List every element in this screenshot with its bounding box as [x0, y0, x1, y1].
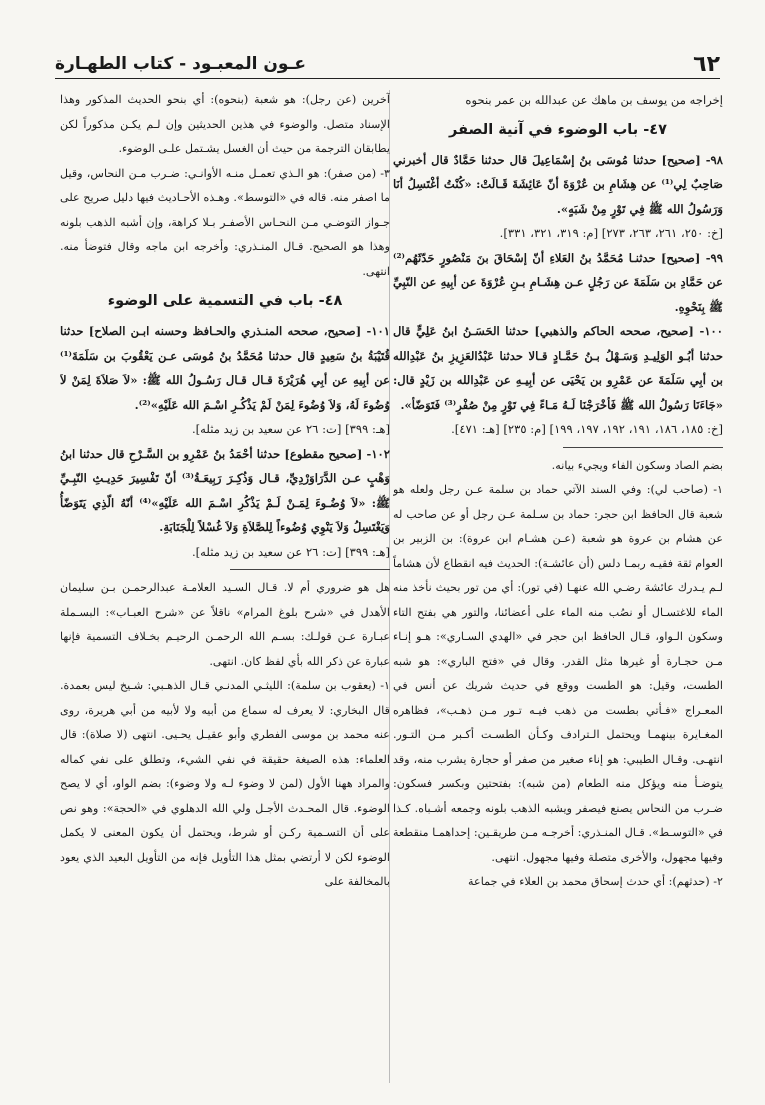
hadith-paragraph: ١٠٠- [صحيح، صححه الحاكم والذهبي] حدثنا الحَسَـنُ ابنُ عَلِيٍّ قال حدثنا أبُـو الوَلِيـدِ وَسَـهْلُ بـنُ حَمَّـادٍ قـالا حدثنا عَبْدُالعَزِيزِ بنُ عَبْدِالله بن أبِي سَلَمَةَ عن عَمْرِو بن يَحْيَى عن أبِيـهِ عن عَبْدِالله بن زَيْدٍ قال: «جَاءَنَا رَسُولُ الله ﷺ فَأخْرَجْنَا لَـهُ مَـاءً فِي تَوْرٍ مِنْ صُفْرٍ⁽³⁾ فَتَوَضّأ». — [393, 324, 723, 412]
left-column — [60, 88, 390, 1087]
footnote-paragraph: هل هو ضروري أم لا. قـال السـيد العلامـة عبدالرحمـن بـن سليمان الأهدل في «شرح بلوغ المرام» ناقلاً عن «شرح العبـاب»: البسـملة عبـارة عـن قولـك: بسـم الله الرحمـن الرحيـم بخـلاف التسمية فإنها عبارة عن ذكر الله بأي لفظ كان. انتهى. — [60, 581, 390, 668]
footnote-separator — [563, 447, 723, 448]
text-paragraph: إخراجه من يوسف بن ماهك عن عبدالله بن عمر بنحوه — [465, 93, 723, 107]
section-heading: ٤٨- باب في التسمية على الوضوء — [107, 293, 343, 309]
footnote-paragraph: ١- (صاحب لي): وفي السند الآتي حماد بن سلمة عـن رجل ولعله هو شعبة قال الحافظ ابن حجر: حماد بن سـلمة عـن رجل أو عن صاحب له عن هشام بن عروة هو شعبة (عـن هشـام ابن عروة): بن الزبير بن العوام ثقة فقيـه ربمـا دلس (أن عائشـة): الحديث فيه انقطاع لأن هشاماً لـم يـدرك عائشة رضـي الله عنهـا (في تور): أي من تور بحيث نأخذ منه الماء للاغتسـال أو نصُب منه الماء على أعضائنا، والتور هي بفتح التاء وسكون الـواو، قـال الحافظ ابن حجر في «الهدي السـاري»: هـو إنـاء مـن حجـارة أو غيرها مثل القدر. وقال في «فتح الباري»: هو شبه الطست، وقيل: هو الطست ووقع في حديث شريك عن أنس في المعـراج «فـأتي بطست من ذهب فيـه تـور مـن ذهـب»، فظاهره المغـايرة بينهمـا ويحتمل الـترادف وكـأن الطسـت أكـبر مـن التـور. انتهـى. وقـال الطيبي: هو إناء صغير من صفر أو حجارة يشرب منه، وقد يتوضـأ منه ويؤكل منه الطعام (من شبه): بفتحتين وبكسر فسكون: ضـرب من النحاس يصنع فيصفر ويشبه الذهب بلونه وجمعه أشـباه. كـذا في «التوسـط». قـال المنـذري: أخرجـه مـن طريقـين: إحداهمـا منقطعة وفيها مجهول، والأخرى متصلة وفيها مجهول. انتهى. — [393, 483, 723, 864]
footnote-paragraph: ١- (يعقوب بن سلمة): الليثـي المدنـي قـال الذهـبي: شـيخ ليس بعمدة. قال البخاري: لا يعرف له سماع من أبيه ولا لأبيه من أبي هريرة، روى عنه محمد بن موسى الفطري وأبو عقيـل يحـيى. انتهى (لا صلاة): قال العلماء: هذه الصيغة حقيقة في نفي الشيء، وتطلق على نفي كماله والمراد ههنا الأول (لمن لا وضوء لـه ولا وضوء): بضم الواو، أي لا يصح الوضوء. قال المحـدث الأجـل ولي الله الدهلوي في «الحجة»: وهو نص على أن التسـمية ركـن أو شرط، ويحتمل أن يكون المعنى لا يكمل الوضوء لكن لا أرتضي بمثل هذا التأويل فإنه من التأويل البعيد الذي يعود بالمخالفة على — [60, 679, 390, 888]
running-title: عـون المعبـود - كتاب الطهـارة — [55, 54, 306, 74]
text-paragraph: [خ: ١٨٥، ١٨٦، ١٩١، ١٩٢، ١٩٧، ١٩٩] [م: ٢٣٥] [هـ: ٤٧١]. — [451, 422, 723, 436]
hadith-paragraph: ١٠١- [صحيح، صححه المنـذري والحـافظ وحسنه ابـن الصلاح] حدثنا قُتَيْبَةُ بنُ سَعِيدٍ قال حدثنا مُحَمَّدُ بنُ مُوسَى عـن يَعْقُوبَ بن سَلَمَةَ⁽¹⁾ عن أبِيهِ عن أبِي هُرَيْرَةَ قـال قـال رَسُـولُ الله ﷺ: «لاَ صَلاَةَ لِمَنْ لاَ وُضُوءَ لَهُ، وَلاَ وُضُوءَ لِمَنْ لَمْ يَذْكُـرِ اسْـمَ الله عَلَيْهِ»⁽²⁾. — [60, 324, 390, 412]
footnote-paragraph: آخرين (عن رجل): هو شعبة (بنحوه): أي بنحو الحديث المذكور وهذا الإسناد متصل. والوضوء في هذين الحديثين وإن لـم يكـن مذكوراً لكن يطابقان الترجمة من حيث أن الغسل يشـتمل علـى الوضوء. — [60, 93, 390, 155]
footnote-paragraph: ٢- (حدثهم): أي حدث إسحاق محمد بن العلاء في جماعة — [468, 875, 723, 888]
section-heading: ٤٧- باب الوضوء في آنية الصفر — [449, 121, 667, 138]
right-column — [393, 88, 723, 1087]
page-header — [55, 50, 720, 79]
text-paragraph: [هـ: ٣٩٩] [ت: ٢٦ عن سعيد بن زيد مثله]. — [191, 544, 390, 559]
hadith-paragraph: ١٠٢- [صحيح مقطوع] حدثنا أحْمَدُ بنُ عَمْرِو بن السَّـرْحِ قال حدثنا ابنُ وَهْبٍ عـن الدَّرَاوَرْدِيِّ، قـال وَذُكِـرَ رَبِيعَـةُ⁽³⁾ أنّ تَفْسِيرَ حَدِيـثِ النّبِـيِّ ﷺ: «لاَ وُضُـوءَ لِمَـنْ لَـمْ يَذْكُرِ اسْـمَ الله عَلَيْهِ»⁽⁴⁾ أنّهُ الّذِي يَتَوَضّأُ وَيَغْتَسِلُ وَلاَ يَنْوِي وُضُوءاً لِلصَّلاَةِ وَلاَ غُسْلاً لِلْجَنَابَةِ. — [60, 446, 390, 534]
footnote-paragraph: ٣- (من صفر): هو الـذي تعمـل منـه الأوانـي: ضـرب مـن النحاس، وقيل ما اصفر منه. قاله في «التوسط». وهـذه الأحـاديث فيها دليل صريح على جـواز التوضـي مـن النحـاس الأصفـر بـلا كراهة، وإن أشبه الذهب بلونه وهذا هو الصحيح. قـال المنـذري: وأخرجه ابن ماجه وقال فتوضأ منه. انتهى. — [60, 166, 390, 278]
page-number: ٦٢ — [693, 51, 720, 77]
footnote-separator — [230, 569, 390, 570]
hadith-paragraph: ٩٨- [صحيح] حدثنا مُوسَى بنُ إسْمَاعِيلَ قال حدثنا حَمَّادٌ قال أخبرني صَاحِبٌ لِي⁽¹⁾ عن هِشَامِ بن عُرْوَةَ أنّ عَائِشَةَ قَـالَتْ: «كُنْتُ أغْتَسِلُ أنَا وَرَسُولُ الله ﷺ فِي تَوْرٍ مِنْ شَبَهٍ». — [393, 152, 723, 216]
text-paragraph: [هـ: ٣٩٩] [ت: ٢٦ عن سعيد بن زيد مثله]. — [191, 422, 390, 436]
text-paragraph: [خ: ٢٥٠، ٢٦١، ٢٦٣، ٢٧٣] [م: ٣١٩، ٣٢١، ٣٣١]. — [499, 226, 723, 240]
hadith-paragraph: ٩٩- [صحيح] حدثنـا مُحَمَّدُ بنُ العَلاءِ أنّ إسْحَاقَ بنَ مَنْصُورٍ حَدّثَهُم⁽²⁾ عن حَمَّادِ بن سَلَمَةَ عن رَجُلٍ عـن هِشَـامِ بـنِ عُرْوَةَ عن أبِيهِ عن النّبِيِّ ﷺ بِنَحْوِهِ. — [393, 250, 723, 314]
footnote-paragraph: بضم الصاد وسكون الفاء ويجيء بيانه. — [551, 458, 723, 472]
